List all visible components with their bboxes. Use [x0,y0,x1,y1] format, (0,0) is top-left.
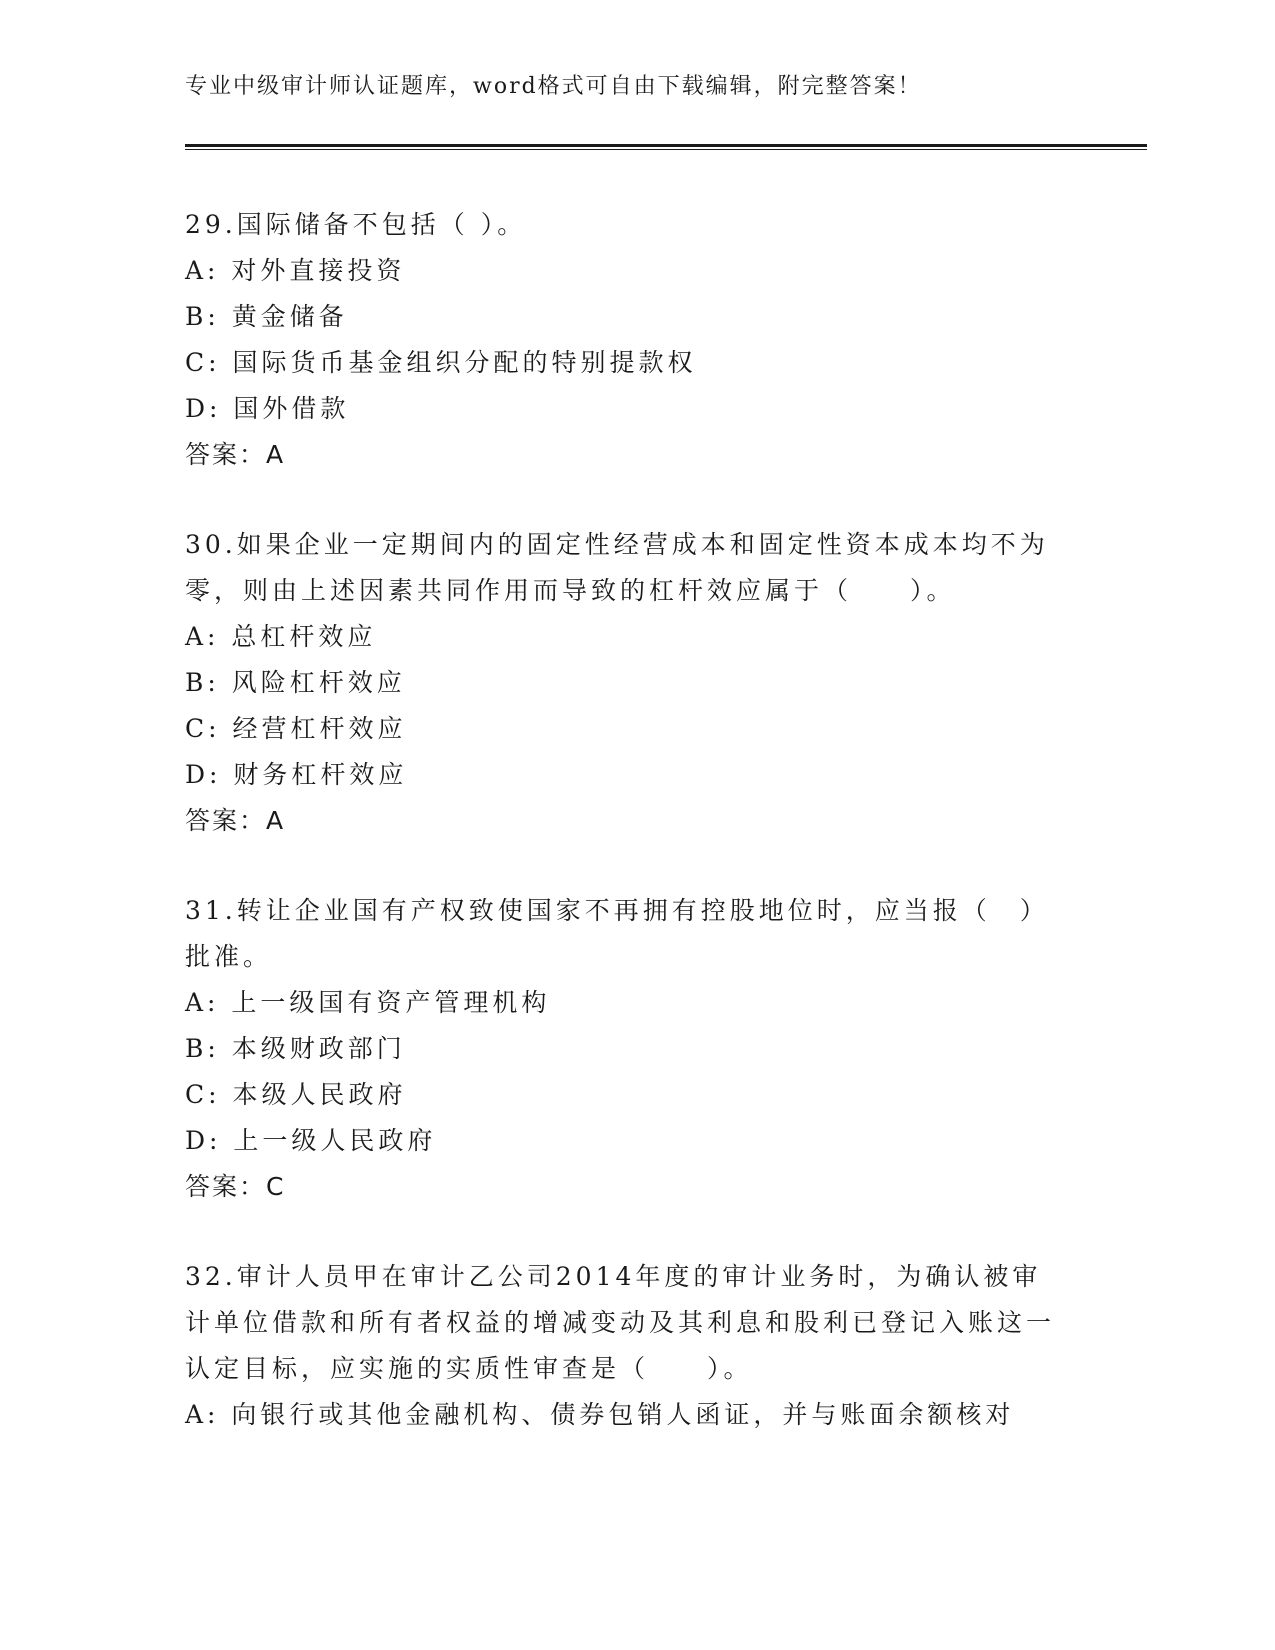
question-text: 30.如果企业一定期间内的固定性经营成本和固定性资本成本均不为零，则由上述因素共同作用而导致的杠杆效应属于（ ）。 [185,530,1049,605]
option-c: C: 经营杠杆效应 [185,714,407,743]
header-rule-thin [185,149,1147,150]
question-29 [185,202,1065,478]
option-b: B: 本级财政部门 [185,1034,406,1063]
question-text: 32.审计人员甲在审计乙公司2014年度的审计业务时，为确认被审计单位借款和所有者权益的增减变动及其利息和股利已登记入账这一认定目标，应实施的实质性审查是（ ）。 [185,1262,1056,1383]
page-header: 专业中级审计师认证题库，word格式可自由下载编辑，附完整答案！ [185,74,922,99]
question-30 [185,522,1065,844]
option-d: D: 国外借款 [185,394,350,423]
option-d: D: 财务杠杆效应 [185,760,408,789]
answer: 答案：C [185,1172,286,1201]
question-31 [185,888,1065,1210]
header-rule-thick [185,144,1147,147]
answer: 答案：A [185,806,286,835]
header-rule [185,144,1147,151]
question-list [185,202,1065,1482]
option-a: A: 上一级国有资产管理机构 [185,988,551,1017]
question-32 [185,1254,1065,1438]
option-d: D: 上一级人民政府 [185,1126,437,1155]
option-c: C: 本级人民政府 [185,1080,407,1109]
option-a: A: 对外直接投资 [185,256,406,285]
option-a: A: 向银行或其他金融机构、债券包销人函证，并与账面余额核对 [185,1400,1015,1429]
option-a: A: 总杠杆效应 [185,622,377,651]
question-text: 29.国际储备不包括（ ）。 [185,210,527,239]
answer: 答案：A [185,440,286,469]
question-text: 31.转让企业国有产权致使国家不再拥有控股地位时，应当报（ ）批准。 [185,896,1049,971]
option-c: C: 国际货币基金组织分配的特别提款权 [185,348,697,377]
option-b: B: 风险杠杆效应 [185,668,406,697]
option-b: B: 黄金储备 [185,302,348,331]
